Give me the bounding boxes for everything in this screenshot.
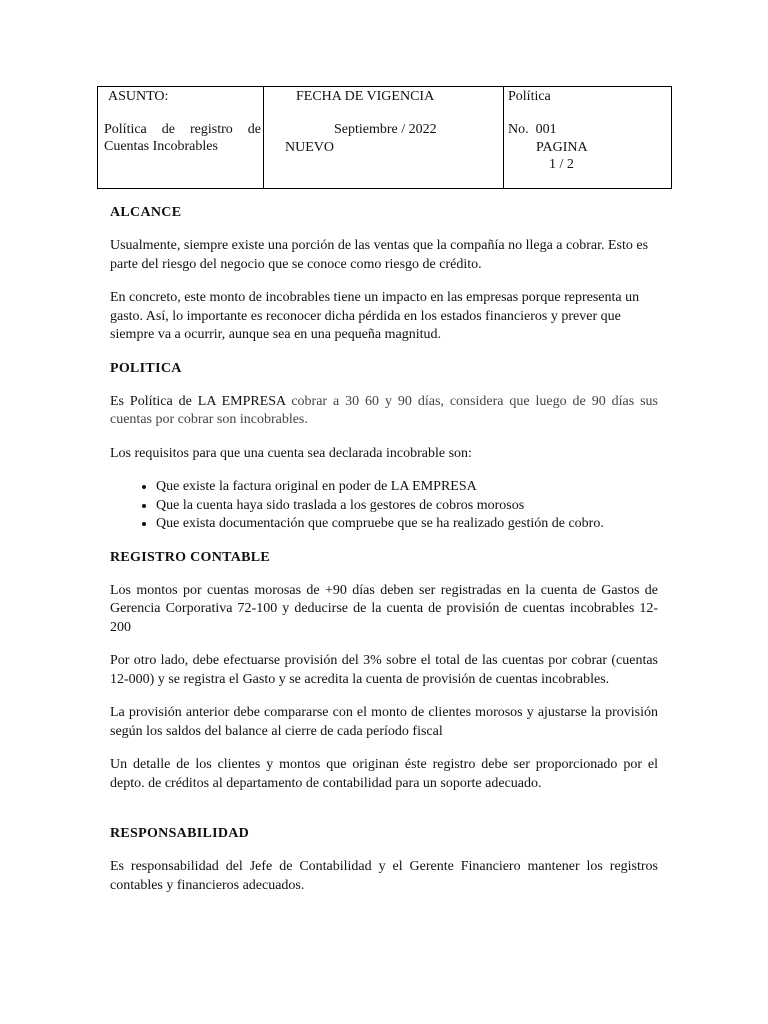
list-item: • Que la cuenta haya sido traslada a los gestores de cobros morosos (156, 497, 658, 516)
pagina-label: PAGINA (536, 140, 588, 155)
politica-number: No. 001 (508, 122, 557, 137)
politica-text-a: Es Política de LA EMPRESA (110, 393, 292, 409)
section-title-registro: REGISTRO CONTABLE (110, 549, 271, 565)
fecha-vigencia-label: FECHA DE VIGENCIA (296, 89, 435, 104)
list-item: • Que exista documentación que compruebe que se ha realizado gestión de cobro. (156, 515, 658, 534)
header-divider (263, 87, 264, 188)
politica-paragraph-2: Los requisitos para que una cuenta sea declarada incobrable son: (110, 445, 472, 461)
pagina-value: 1 / 2 (549, 157, 574, 172)
asunto-title-line2: Cuentas Incobrables (104, 139, 218, 154)
politica-paragraph-1 (110, 393, 658, 430)
asunto-label: ASUNTO: (108, 89, 169, 104)
politica-label: Política (508, 89, 551, 104)
registro-paragraph-2: Por otro lado, debe efectuarse provisión del 3% sobre el total de las cuentas por cobrar (cuentas 12-000) y se registra el Gasto y se acredita la cuenta de provisión de cuentas incobrables. (110, 653, 658, 687)
nuevo-label: NUEVO (285, 140, 334, 155)
alcance-paragraph-1: Usualmente, siempre existe una porción de las ventas que la compañía no llega a cobrar. Esto es parte del riesgo del negocio que se conoce como riesgo de crédito. (110, 238, 649, 272)
registro-paragraph-3: La provisión anterior debe compararse con el monto de clientes morosos y ajustarse la provisión según los saldos del balance al cierre de cada período fiscal (110, 705, 658, 739)
section-title-responsabilidad: RESPONSABILIDAD (110, 826, 250, 841)
requisitos-list (110, 478, 658, 534)
header-divider (503, 87, 504, 188)
section-title-politica: POLITICA (110, 360, 182, 376)
section-title-alcance: ALCANCE (110, 205, 182, 220)
registro-paragraph-4: Un detalle de los clientes y montos que originan éste registro debe ser proporcionado por el depto. de créditos al departamento de contabilidad para un soporte adecuado. (110, 757, 658, 791)
list-item: • Que existe la factura original en poder de LA EMPRESA (156, 478, 658, 497)
responsabilidad-paragraph-1: Es responsabilidad del Jefe de Contabilidad y el Gerente Financiero mantener los registros contables y financieros adecuados. (110, 859, 658, 893)
document-body (110, 204, 658, 910)
alcance-paragraph-2: En concreto, este monto de incobrables tiene un impacto en las empresas porque representa un gasto. Así, lo importante es reconocer dicha pérdida en los estados financieros y prever que siempre va a ocurrir, aunque sea en una pequeña magnitud. (110, 290, 640, 342)
registro-paragraph-1: Los montos por cuentas morosas de +90 días deben ser registradas en la cuenta de Gastos de Gerencia Corporativa 72-100 y deducirse de la cuenta de provisión de cuentas incobrables 12-200 (110, 582, 658, 635)
fecha-vigencia-value: Septiembre / 2022 (334, 122, 437, 137)
header-table (97, 86, 672, 189)
politica-text-b: cobrar a 30 60 y 90 días, considera que luego de 90 días sus cuentas por cobrar son incobrables. (110, 393, 658, 427)
asunto-title-line1: Política de registro de (104, 122, 261, 137)
